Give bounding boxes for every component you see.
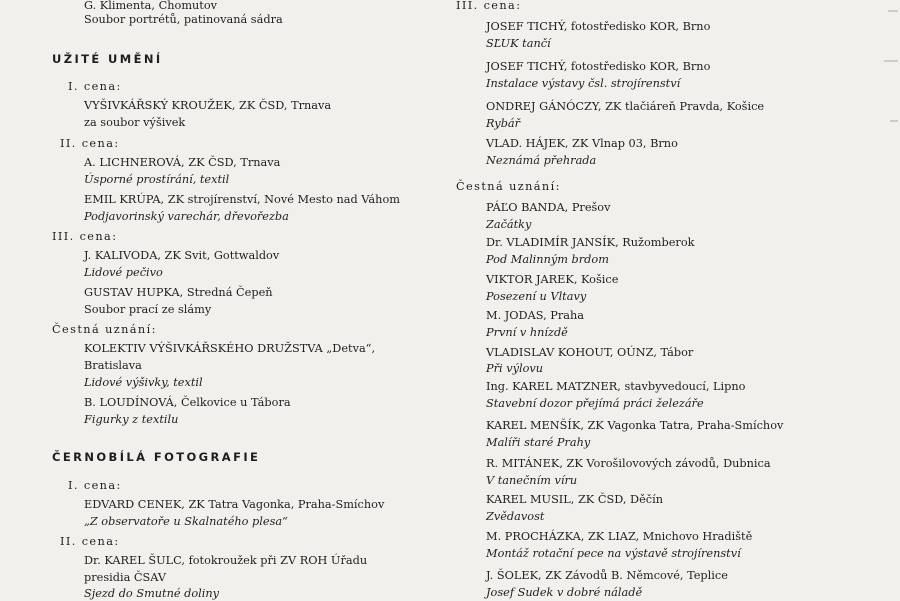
entry-name: KOLEKTIV VÝŠIVKÁŘSKÉHO DRUŽSTVA „Detva“,: [84, 342, 376, 355]
top-line: G. Klimenta, Chomutov: [84, 0, 218, 12]
entry-name: EMIL KRÚPA, ZK strojírenství, Nové Mesto nad Váhom: [84, 193, 400, 206]
section-heading: UŽITÉ UMĚNÍ: [52, 52, 163, 66]
entry-name: J. ŠOLEK, ZK Závodů B. Němcové, Teplice: [486, 569, 728, 582]
award-label: I. cena:: [68, 479, 122, 492]
award-label: III. cena:: [456, 0, 522, 12]
entry-name: Ing. KAREL MATZNER, stavbyvedoucí, Lipno: [486, 380, 746, 393]
entry-work: SĽUK tančí: [486, 37, 551, 50]
entry-name: J. KALIVODA, ZK Svit, Gottwaldov: [84, 249, 280, 262]
entry-work: Rybář: [486, 117, 521, 130]
entry-name: R. MITÁNEK, ZK Vorošilovových závodů, Dubnica: [486, 457, 771, 470]
entry-name: GUSTAV HUPKA, Stredná Čepeň: [84, 286, 273, 299]
right-column: [440, 0, 900, 600]
award-label: Čestná uznání:: [52, 323, 157, 336]
entry-name: JOSEF TICHÝ, fotostředisko KOR, Brno: [486, 60, 711, 73]
entry-work: Zvědavost: [486, 510, 545, 523]
entry-name: KAREL MUSIL, ZK ČSD, Děčín: [486, 493, 664, 506]
entry-work: Při výlovu: [486, 362, 544, 375]
left-column: [0, 0, 440, 600]
entry-name: VLAD. HÁJEK, ZK Vlnap 03, Brno: [486, 137, 678, 150]
entry-work: Lidové výšivky, textil: [84, 376, 203, 389]
entry-work: Sjezd do Smutné doliny: [84, 587, 220, 600]
entry-work: Pod Malinným brdom: [486, 253, 609, 266]
entry-name: VYŠIVKÁŘSKÝ KROUŽEK, ZK ČSD, Trnava: [84, 99, 332, 112]
entry-name: VLADISLAV KOHOUT, OÚNZ, Tábor: [486, 346, 694, 359]
entry-work: Soubor prací ze slámy: [84, 303, 212, 316]
entry-work: Posezení u Vltavy: [486, 290, 587, 303]
entry-name: presidia ČSAV: [84, 571, 167, 584]
entry-work: V tanečním víru: [486, 474, 578, 487]
entry-name: Dr. KAREL ŠULC, fotokroužek při ZV ROH Úřadu: [84, 554, 368, 567]
entry-name: ONDREJ GÁNÓCZY, ZK tlačiáreň Pravda, Košice: [486, 100, 765, 113]
entry-work: Malíři staré Prahy: [486, 436, 591, 449]
award-label: I. cena:: [68, 80, 122, 93]
entry-name: Bratislava: [84, 359, 142, 372]
entry-name: KAREL MENŠÍK, ZK Vagonka Tatra, Praha-Smíchov: [486, 419, 784, 432]
award-label: II. cena:: [60, 137, 120, 150]
entry-work: Stavební dozor přejímá práci železáře: [486, 397, 704, 410]
entry-name: PÁĽO BANDA, Prešov: [486, 201, 611, 214]
entry-name: M. JODAS, Praha: [486, 309, 585, 322]
award-label: II. cena:: [60, 535, 120, 548]
entry-name: B. LOUDÍNOVÁ, Čelkovice u Tábora: [84, 396, 291, 409]
entry-work: První v hnízdě: [486, 326, 568, 339]
entry-work: za soubor výšivek: [84, 116, 186, 129]
entry-work: Instalace výstavy čsl. strojírenství: [486, 77, 681, 90]
entry-work: Úsporné prostírání, textil: [84, 173, 230, 186]
entry-name: M. PROCHÁZKA, ZK LIAZ, Mnichovo Hradiště: [486, 530, 753, 543]
entry-work: Lidové pečivo: [84, 266, 163, 279]
top-line: Soubor portrétů, patinovaná sádra: [84, 13, 283, 26]
section-heading: ČERNOBÍLÁ FOTOGRAFIE: [52, 450, 261, 464]
entry-name: VIKTOR JAREK, Košice: [486, 273, 619, 286]
entry-name: Dr. VLADIMÍR JANSÍK, Ružomberok: [486, 236, 695, 249]
entry-work: Josef Sudek v dobré náladě: [486, 586, 643, 599]
entry-name: A. LICHNEROVÁ, ZK ČSD, Trnava: [84, 156, 281, 169]
entry-work: „Z observatoře u Skalnatého plesa“: [84, 515, 288, 528]
entry-work: Začátky: [486, 218, 532, 231]
entry-work: Montáž rotační pece na výstavě strojírenství: [486, 547, 741, 560]
award-label: III. cena:: [52, 230, 118, 243]
entry-work: Figurky z textilu: [84, 413, 179, 426]
entry-work: Neznámá přehrada: [486, 154, 597, 167]
entry-work: Podjavorinský varechár, dřevořezba: [84, 210, 289, 223]
award-label: Čestná uznání:: [456, 180, 561, 193]
entry-name: JOSEF TICHÝ, fotostředisko KOR, Brno: [486, 20, 711, 33]
entry-name: EDVARD CENEK, ZK Tatra Vagonka, Praha-Smíchov: [84, 498, 385, 511]
